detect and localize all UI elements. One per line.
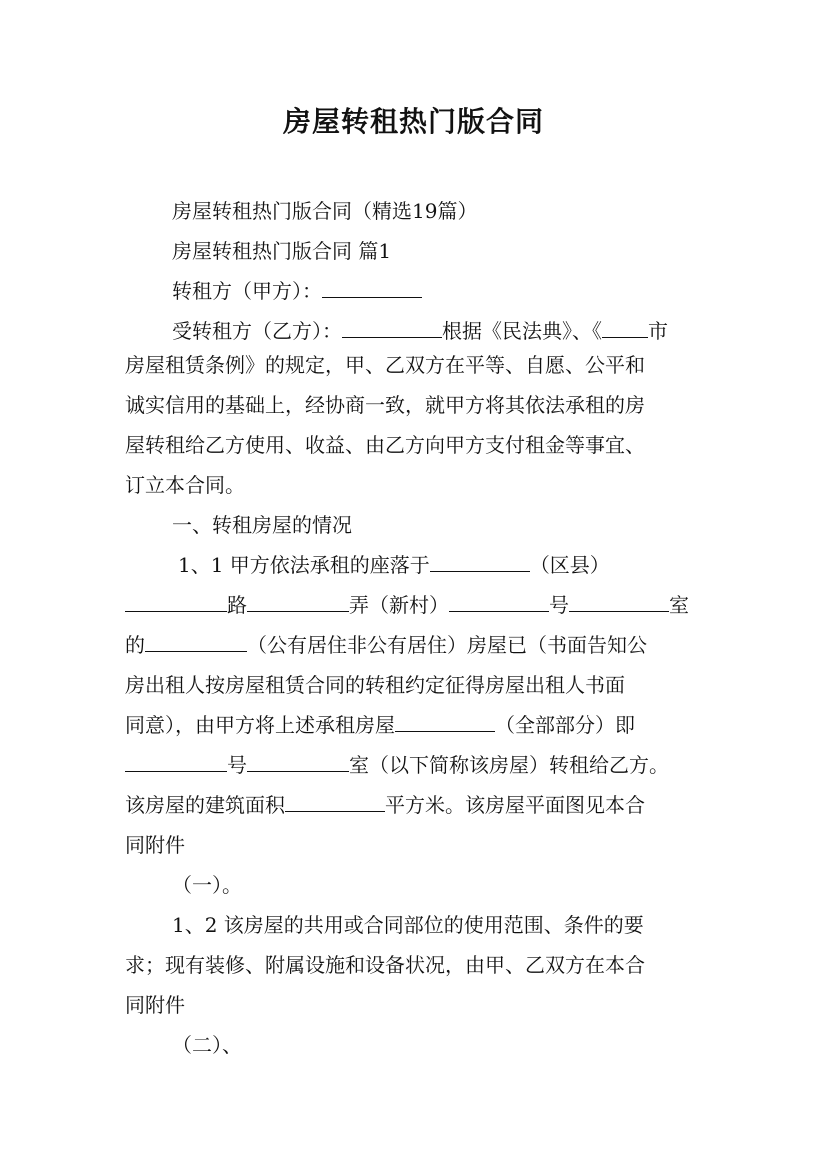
- fill-blank: [247, 753, 349, 772]
- text: 弄（新村）: [349, 593, 449, 617]
- text: 房屋转租热门版合同（精选19篇）: [172, 199, 478, 223]
- clause-line: [125, 710, 635, 740]
- clause-line: [172, 870, 242, 900]
- clause-line: [125, 950, 645, 980]
- text: （公有居住非公有居住）房屋已（书面告知公: [247, 633, 647, 657]
- fill-blank: [430, 553, 530, 572]
- text: （一）。: [172, 873, 242, 897]
- text: 同意），由甲方将上述承租房屋: [125, 713, 395, 737]
- text: 室（以下简称该房屋）转租给乙方。: [349, 753, 669, 777]
- clause-heading: [172, 510, 352, 540]
- section-heading: [172, 236, 391, 266]
- text: 房屋租赁条例》的规定，甲、乙双方在平等、自愿、公平和: [125, 353, 645, 377]
- document-title: 房屋转租热门版合同: [282, 105, 544, 138]
- fill-blank: [395, 713, 495, 732]
- clause-line: [125, 590, 689, 620]
- text: 号: [227, 753, 247, 777]
- text: 市: [648, 319, 668, 343]
- fill-blank: [342, 319, 442, 338]
- party-b-line: [172, 316, 668, 346]
- clause-line: [125, 750, 669, 780]
- text: 同附件: [125, 993, 185, 1017]
- subtitle-line: [172, 196, 477, 226]
- text: 平方米。该房屋平面图见本合: [385, 793, 645, 817]
- clause-line: [125, 830, 185, 860]
- text: 1、2 该房屋的共用或合同部位的使用范围、条件的要: [172, 913, 644, 937]
- clause-line: [172, 1030, 242, 1060]
- paragraph-line: [125, 350, 645, 380]
- text: 号: [549, 593, 569, 617]
- text: 订立本合同。: [125, 473, 245, 497]
- fill-blank: [125, 753, 227, 772]
- text: 屋转租给乙方使用、收益、由乙方向甲方支付租金等事宜、: [125, 433, 645, 457]
- fill-blank: [322, 279, 422, 298]
- text: 同附件: [125, 833, 185, 857]
- text: （全部部分）即: [495, 713, 635, 737]
- text: 诚实信用的基础上，经协商一致，就甲方将其依法承租的房: [125, 393, 645, 417]
- text: 根据《民法典》、《: [442, 319, 602, 343]
- text: 房出租人按房屋租赁合同的转租约定征得房屋出租人书面: [125, 673, 625, 697]
- fill-blank: [145, 633, 247, 652]
- clause-line: [125, 670, 625, 700]
- paragraph-line: [125, 470, 245, 500]
- fill-blank: [602, 319, 648, 338]
- text: 受转租方（乙方）：: [172, 319, 342, 343]
- fill-blank: [569, 593, 669, 612]
- text: 房屋转租热门版合同 篇1: [172, 239, 392, 263]
- text: 求；现有装修、附属设施和设备状况，由甲、乙双方在本合: [125, 953, 645, 977]
- text: 的: [125, 633, 145, 657]
- text: 1、1 甲方依法承租的座落于: [178, 553, 430, 577]
- paragraph-line: [125, 430, 645, 460]
- text: 该房屋的建筑面积: [125, 793, 285, 817]
- text: 室: [669, 593, 689, 617]
- fill-blank: [285, 793, 385, 812]
- clause-line: [125, 990, 185, 1020]
- text: （二）、: [172, 1033, 242, 1057]
- text: （区县）: [529, 553, 610, 577]
- text: 一、转租房屋的情况: [172, 513, 352, 537]
- fill-blank: [247, 593, 349, 612]
- clause-line: [125, 790, 645, 820]
- text: 路: [227, 593, 247, 617]
- fill-blank: [125, 593, 227, 612]
- clause-line: [125, 630, 647, 660]
- clause-line: [178, 550, 610, 580]
- fill-blank: [449, 593, 549, 612]
- party-a-line: [172, 276, 422, 306]
- paragraph-line: [125, 390, 645, 420]
- clause-line: [172, 910, 644, 940]
- text: 转租方（甲方）：: [172, 279, 322, 303]
